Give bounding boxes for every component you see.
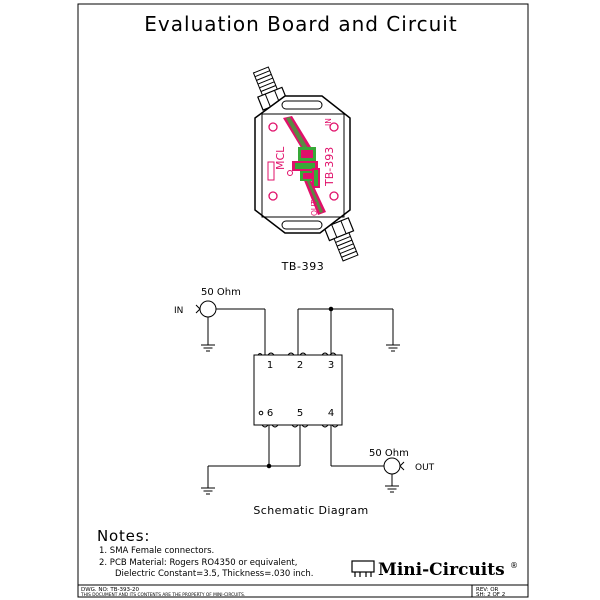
schematic-caption: Schematic Diagram	[253, 504, 369, 517]
pin-2-label: 2	[296, 360, 304, 371]
mini-circuits-logo	[352, 560, 518, 580]
schematic	[196, 301, 404, 494]
source-out-impedance: 50 Ohm	[369, 448, 409, 459]
sheet-number: SH: 2 OF 2	[476, 592, 506, 598]
chip-icon	[352, 561, 374, 577]
logo-registered-mark: ®	[510, 561, 518, 570]
revision: REV: OR	[476, 587, 499, 593]
property-notice: THIS DOCUMENT AND ITS CONTENTS ARE THE PROPERTY OF MINI-CIRCUITS.	[81, 593, 246, 598]
signal-source-in	[200, 301, 216, 317]
silk-port-out: OUT	[310, 200, 319, 216]
source-in-label: IN	[174, 306, 184, 316]
source-in-impedance: 50 Ohm	[201, 287, 241, 298]
pin-3-label: 3	[327, 360, 335, 371]
drawing-number: DWG. NO: TB-393-20	[81, 587, 139, 593]
pin-6-label: 6	[266, 408, 274, 419]
pin-4-label: 4	[327, 408, 335, 419]
signal-source-out	[384, 458, 400, 474]
silk-port-in: IN	[324, 118, 333, 126]
note-2: 2. PCB Material: Rogers RO4350 or equivalent,	[99, 558, 298, 568]
pin-5-label: 5	[296, 408, 304, 419]
title-block	[78, 585, 528, 598]
board-caption: TB-393	[281, 260, 325, 273]
silk-part-number: TB-393	[323, 146, 336, 186]
silk-mcl: MCL	[274, 146, 287, 170]
evaluation-board	[249, 65, 363, 263]
logo-text: Mini-Circuits	[378, 560, 505, 580]
pin-1-label: 1	[266, 360, 274, 371]
note-2-continued: Dielectric Constant=3.5, Thickness=.030 inch.	[115, 569, 314, 579]
page-title: Evaluation Board and Circuit	[144, 12, 458, 36]
notes-heading: Notes:	[97, 527, 151, 545]
note-1: 1. SMA Female connectors.	[99, 546, 215, 556]
source-out-label: OUT	[415, 463, 435, 473]
